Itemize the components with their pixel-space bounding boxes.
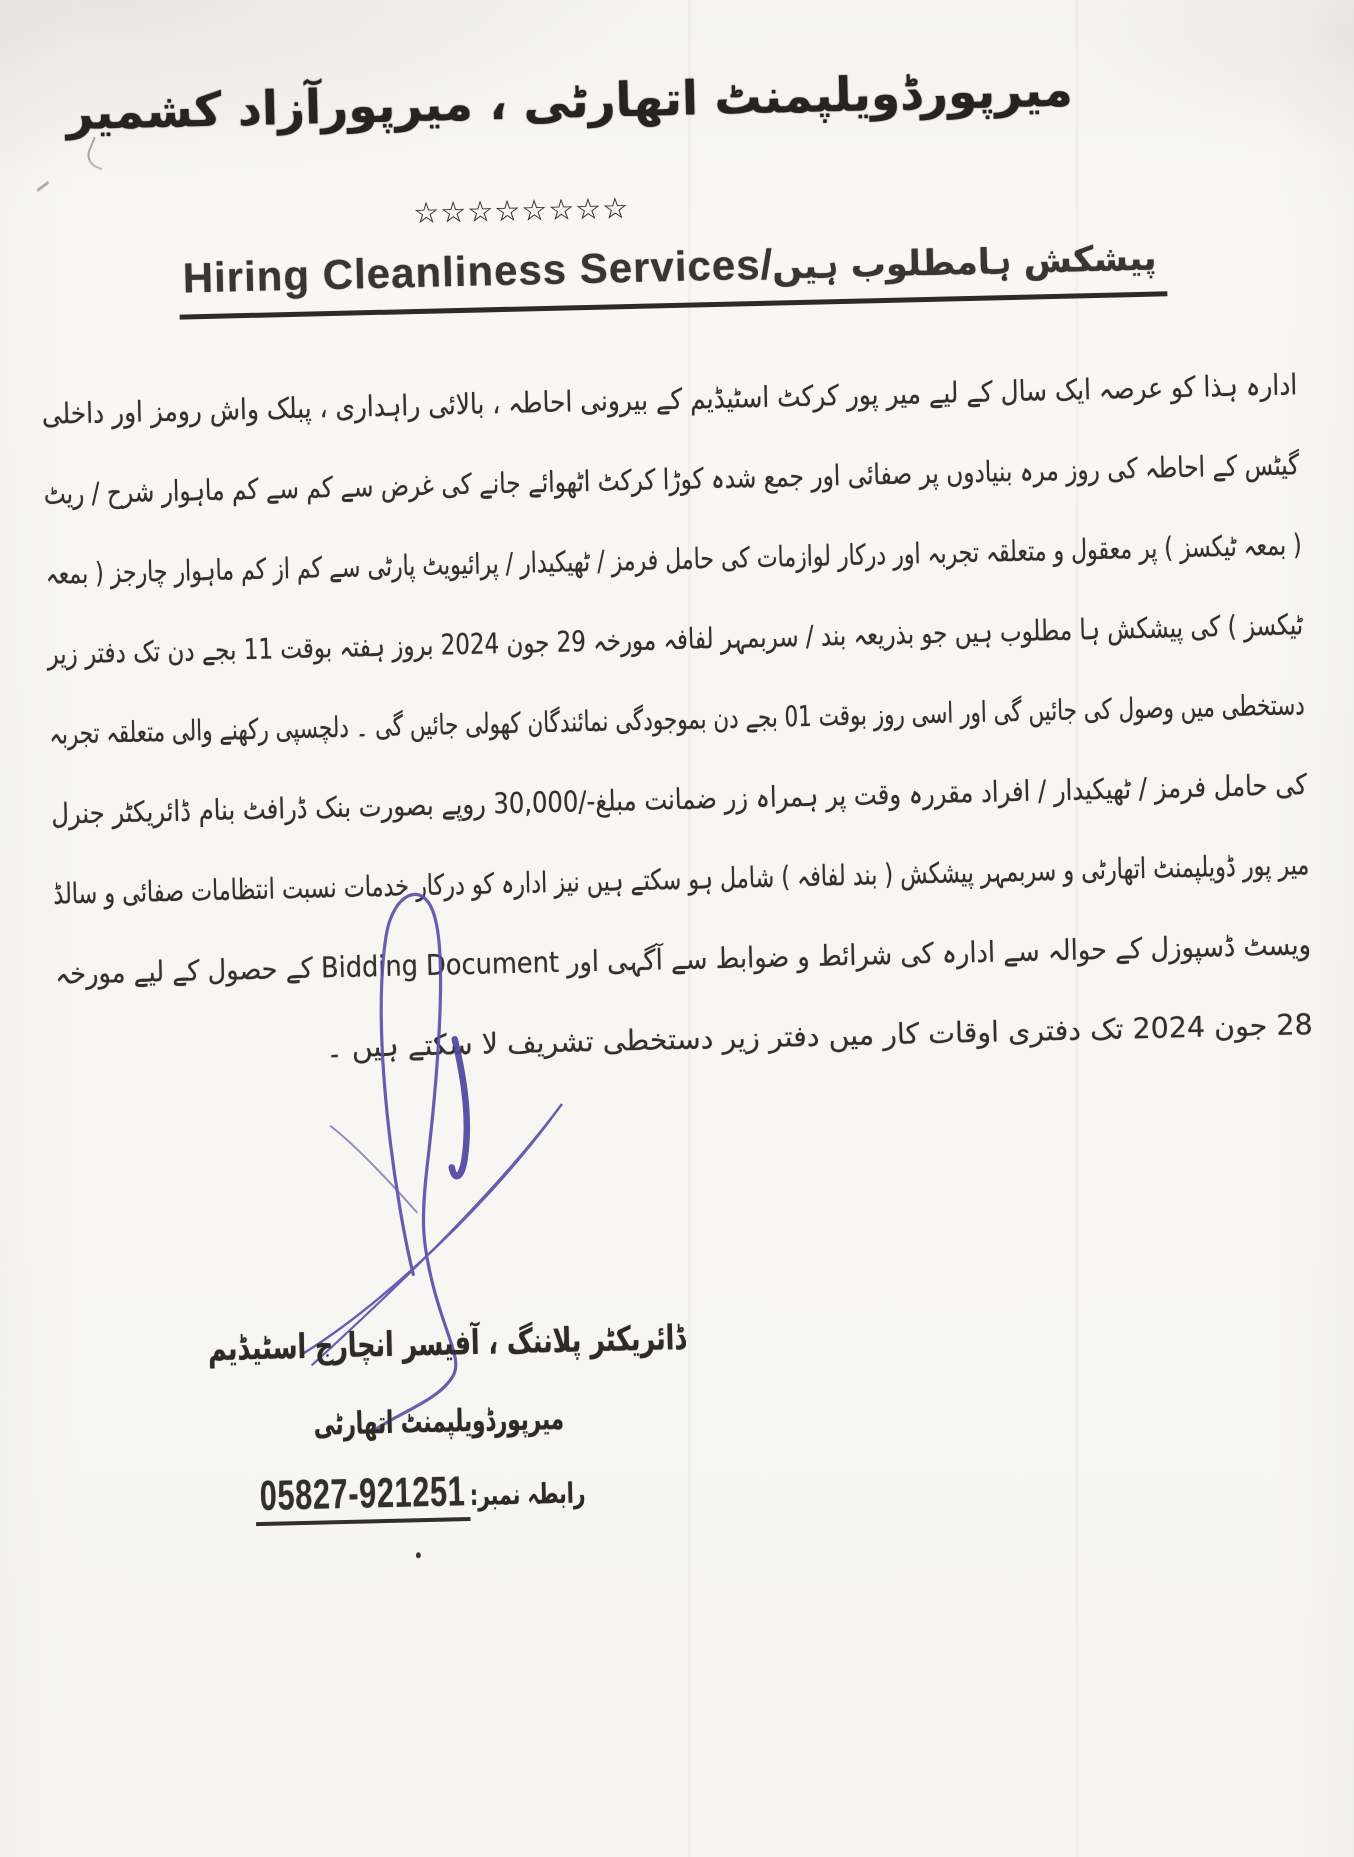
body-line: ادارہ ہذا کو عرصہ ایک سال کے لیے میر پور کرکٹ اسٹیڈیم کے بیرونی احاطہ ، بالائی راہداری ، پبلک واش رومز اور داخلی <box>41 368 1298 431</box>
body-line: کی حامل فرمز / ٹھیکیدار / افراد مقررہ وقت پر ہمراہ زر ضمانت مبلغ-/30,000 روپے بصورت بنک ڈرافٹ بنام ڈائریکٹر جنرل <box>50 768 1308 831</box>
body-line: گیٹس کے احاطہ کی روز مرہ بنیادوں پر صفائی اور جمع شدہ کوڑا کرکٹ اٹھوائے جانے کی غرض سے کم سے کم ماہوار شرح / ریٹ <box>43 448 1300 511</box>
scan-artifact <box>34 171 49 193</box>
subject-urdu: پیشکش ہامطلوب ہیں <box>771 238 1157 288</box>
star-divider: ☆☆☆☆☆☆☆☆ <box>412 190 630 231</box>
contact-number: 05827-921251 <box>255 1467 471 1526</box>
contact-line <box>255 1464 586 1526</box>
subject-separator: / <box>759 240 773 288</box>
scan-artifact <box>416 1552 421 1558</box>
body-line: ( بمعہ ٹیکسز ) پر معقول و متعلقہ تجربہ اور درکار لوازمات کی حامل فرمز / ٹھیکیدار / پرائیویٹ پارٹی سے کم از کم ماہوار چارجز ( بمعہ <box>45 528 1302 591</box>
body-line: دستخطی میں وصول کی جائیں گی اور اسی روز بوقت 01 بجے دن بموجودگی نمائندگان کھولی جائیں گی ۔ دلچسپی رکھنے والی متعلقہ تجربہ <box>49 688 1306 751</box>
notice-body <box>41 345 1314 1094</box>
subject-english: Hiring Cleanliness Services <box>182 240 762 302</box>
body-line: ٹیکسز ) کی پیشکش ہا مطلوب ہیں جو بذریعہ بند / سربمہر لفافہ مورخہ 29 جون 2024 بروز ہفتہ بوقت 11 بجے دن تک دفتر زیر <box>47 608 1304 671</box>
body-line: میر پور ڈویلپمنٹ اتھارٹی و سربمہر پیشکش ( بند لفافہ ) شامل ہو سکتے ہیں نیز ادارہ کو درکار خدمات نسبت انتظامات صفائی و سالڈ <box>52 848 1310 911</box>
organization-title: میرپورڈویلپمنٹ اتھارٹی ، میرپورآزاد کشمیر <box>65 62 1074 142</box>
body-line: ویسٹ ڈسپوزل کے حوالہ سے ادارہ کی شرائط و ضوابط سے آگہی اور Bidding Document کے حصول کے لیے مورخہ <box>54 928 1312 991</box>
body-line-last: 28 جون 2024 تک دفتری اوقات کار میں دفتر زیر دستخطی تشریف لا سکتے ہیں ۔ <box>325 1008 1314 1065</box>
signatory-designation: ڈائریکٹر پلاننگ ، آفیسر انچارج اسٹیڈیم <box>207 1317 687 1370</box>
signatory-organization: میرپورڈویلپمنٹ اتھارٹی <box>313 1400 565 1443</box>
contact-label: رابطہ نمبر: <box>469 1476 586 1513</box>
scan-artifact <box>83 137 112 171</box>
document-subject-heading <box>178 231 1167 319</box>
